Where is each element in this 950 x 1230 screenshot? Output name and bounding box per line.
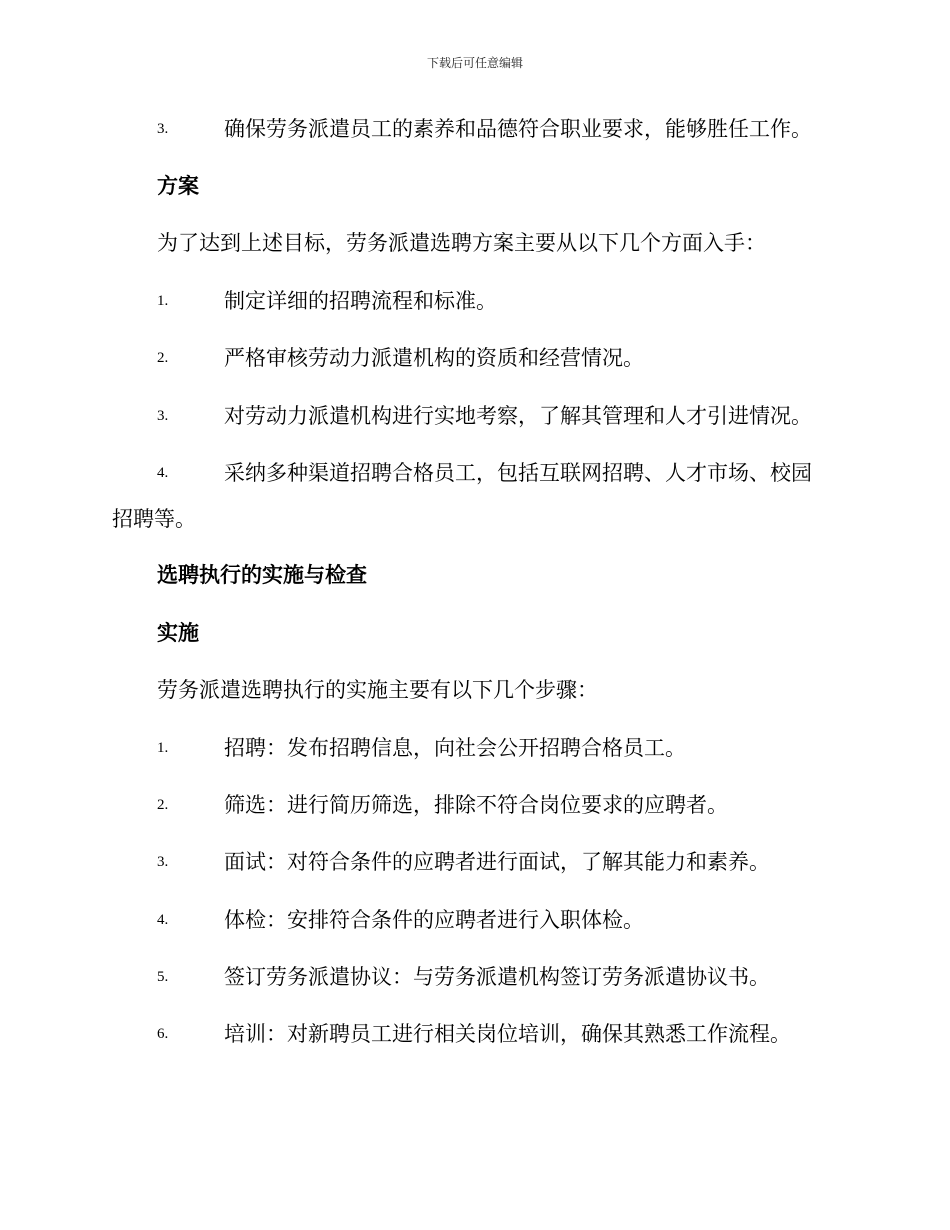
implementation-lead-paragraph: 劳务派遣选聘执行的实施主要有以下几个步骤：: [157, 678, 598, 702]
list-item-text: 筛选：进行简历筛选，排除不符合岗位要求的应聘者。: [224, 793, 728, 817]
list-item-text: 体检：安排符合条件的应聘者进行入职体检。: [224, 908, 644, 932]
list-item-number: 3.: [157, 854, 169, 870]
list-item-text: 招聘：发布招聘信息，向社会公开招聘合格员工。: [224, 736, 686, 760]
list-item-text: 制定详细的招聘流程和标准。: [224, 289, 497, 313]
list-item-number: 1.: [157, 293, 169, 309]
list-item-number: 4.: [157, 912, 169, 928]
section-heading-plan: 方案: [157, 174, 199, 198]
list-item-number: 3.: [157, 121, 169, 137]
list-item-text: 采纳多种渠道招聘合格员工，包括互联网招聘、人才市场、校园: [224, 461, 812, 485]
plan-lead-paragraph: 为了达到上述目标，劳务派遣选聘方案主要从以下几个方面入手：: [157, 231, 766, 255]
list-item-number: 2.: [157, 797, 169, 813]
list-item-text: 对劳动力派遣机构进行实地考察，了解其管理和人才引进情况。: [224, 404, 812, 428]
list-item-text: 确保劳务派遣员工的素养和品德符合职业要求，能够胜任工作。: [224, 117, 812, 141]
list-item-number: 3.: [157, 408, 169, 424]
list-item-number: 5.: [157, 969, 169, 985]
list-item-text: 培训：对新聘员工进行相关岗位培训，确保其熟悉工作流程。: [224, 1022, 791, 1046]
list-item-continuation: 招聘等。: [112, 507, 196, 531]
header-note: 下载后可任意编辑: [426, 56, 523, 70]
list-item-text: 签订劳务派遣协议：与劳务派遣机构签订劳务派遣协议书。: [224, 965, 770, 989]
list-item-text: 严格审核劳动力派遣机构的资质和经营情况。: [224, 346, 644, 370]
section-heading-execution: 选聘执行的实施与检查: [157, 563, 367, 587]
list-item-number: 2.: [157, 350, 169, 366]
list-item-number: 4.: [157, 465, 169, 481]
list-item-number: 1.: [157, 740, 169, 756]
list-item-text: 面试：对符合条件的应聘者进行面试，了解其能力和素养。: [224, 850, 770, 874]
section-heading-implementation: 实施: [157, 621, 199, 645]
list-item-number: 6.: [157, 1026, 169, 1042]
